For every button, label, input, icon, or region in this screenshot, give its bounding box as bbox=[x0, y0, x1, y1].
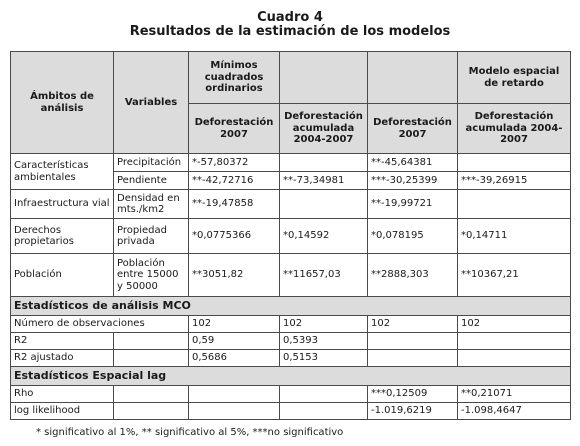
ambito-cell: Derechos propietarios bbox=[11, 219, 114, 254]
header-variables: Variables bbox=[114, 52, 189, 154]
value-cell bbox=[280, 154, 368, 172]
value-cell bbox=[189, 386, 280, 403]
table-row bbox=[11, 403, 571, 420]
value-cell: 102 bbox=[280, 316, 368, 333]
value-cell bbox=[458, 350, 571, 367]
value-cell: **-73,34981 bbox=[280, 172, 368, 190]
stat-label: R2 ajustado bbox=[11, 350, 114, 367]
value-cell bbox=[368, 333, 458, 350]
header-sub-2: Deforestación acumulada 2004-2007 bbox=[280, 104, 368, 154]
header-mco: Mínimos cuadrados ordinarios bbox=[189, 52, 280, 104]
table-row bbox=[11, 254, 571, 297]
variable-cell: Pendiente bbox=[114, 172, 189, 190]
value-cell: *0,14711 bbox=[458, 219, 571, 254]
value-cell bbox=[368, 350, 458, 367]
value-cell: 0,59 bbox=[189, 333, 280, 350]
results-table bbox=[10, 51, 571, 420]
value-cell: -1.098,4647 bbox=[458, 403, 571, 420]
value-cell: *0,078195 bbox=[368, 219, 458, 254]
stat-label: Número de observaciones bbox=[11, 316, 189, 333]
section-row bbox=[11, 367, 571, 386]
value-cell: ***-39,26915 bbox=[458, 172, 571, 190]
value-cell: **10367,21 bbox=[458, 254, 571, 297]
table-row bbox=[11, 219, 571, 254]
value-cell: 0,5393 bbox=[280, 333, 368, 350]
empty-cell bbox=[114, 386, 189, 403]
variable-cell: Propiedad privada bbox=[114, 219, 189, 254]
value-cell: 0,5686 bbox=[189, 350, 280, 367]
ambito-cell: Infraestructura vial bbox=[11, 190, 114, 219]
table-row bbox=[11, 386, 571, 403]
value-cell: **-42,72716 bbox=[189, 172, 280, 190]
value-cell: *0,14592 bbox=[280, 219, 368, 254]
header-ambitos: Ámbitos de análisis bbox=[11, 52, 114, 154]
value-cell: ***0,12509 bbox=[368, 386, 458, 403]
value-cell bbox=[458, 333, 571, 350]
table-row bbox=[11, 333, 571, 350]
section-lag-heading: Estadísticos Espacial lag bbox=[11, 367, 571, 386]
footnote: * significativo al 1%, ** significativo al 5%, ***no significativo bbox=[36, 427, 344, 438]
section-row bbox=[11, 297, 571, 316]
section-mco-heading: Estadísticos de análisis MCO bbox=[11, 297, 571, 316]
table-title: Cuadro 4 bbox=[257, 10, 323, 25]
value-cell: *0,0775366 bbox=[189, 219, 280, 254]
value-cell: **3051,82 bbox=[189, 254, 280, 297]
header-retardo: Modelo espacial de retardo bbox=[458, 52, 571, 104]
empty-cell bbox=[114, 350, 189, 367]
value-cell bbox=[458, 154, 571, 172]
value-cell: -1.019,6219 bbox=[368, 403, 458, 420]
value-cell bbox=[280, 403, 368, 420]
value-cell: **-19,99721 bbox=[368, 190, 458, 219]
header-sub-4: Deforestación acumulada 2004-2007 bbox=[458, 104, 571, 154]
table-row bbox=[11, 154, 571, 172]
table-row bbox=[11, 316, 571, 333]
stat-label: R2 bbox=[11, 333, 114, 350]
value-cell: **2888,303 bbox=[368, 254, 458, 297]
value-cell: 102 bbox=[368, 316, 458, 333]
value-cell: *-57,80372 bbox=[189, 154, 280, 172]
value-cell: **0,21071 bbox=[458, 386, 571, 403]
ambito-cell: Características ambientales bbox=[11, 154, 114, 190]
empty-cell bbox=[114, 333, 189, 350]
value-cell bbox=[280, 190, 368, 219]
value-cell bbox=[280, 386, 368, 403]
value-cell: 0,5153 bbox=[280, 350, 368, 367]
header-retardo-empty bbox=[368, 52, 458, 104]
value-cell bbox=[189, 403, 280, 420]
header-mco-empty bbox=[280, 52, 368, 104]
value-cell: ***-30,25399 bbox=[368, 172, 458, 190]
value-cell: **-19,47858 bbox=[189, 190, 280, 219]
variable-cell: Precipitación bbox=[114, 154, 189, 172]
table-row bbox=[11, 350, 571, 367]
stat-label: log likelihood bbox=[11, 403, 114, 420]
value-cell bbox=[458, 190, 571, 219]
header-sub-1: Deforestación 2007 bbox=[189, 104, 280, 154]
stat-label: Rho bbox=[11, 386, 114, 403]
value-cell: **-45,64381 bbox=[368, 154, 458, 172]
table-subtitle: Resultados de la estimación de los modelos bbox=[129, 24, 451, 39]
variable-cell: Densidad en mts./km2 bbox=[114, 190, 189, 219]
empty-cell bbox=[114, 403, 189, 420]
table-row bbox=[11, 190, 571, 219]
variable-cell: Población entre 15000 y 50000 bbox=[114, 254, 189, 297]
value-cell: 102 bbox=[458, 316, 571, 333]
value-cell: 102 bbox=[189, 316, 280, 333]
value-cell: **11657,03 bbox=[280, 254, 368, 297]
header-sub-3: Deforestación 2007 bbox=[368, 104, 458, 154]
ambito-cell: Población bbox=[11, 254, 114, 297]
